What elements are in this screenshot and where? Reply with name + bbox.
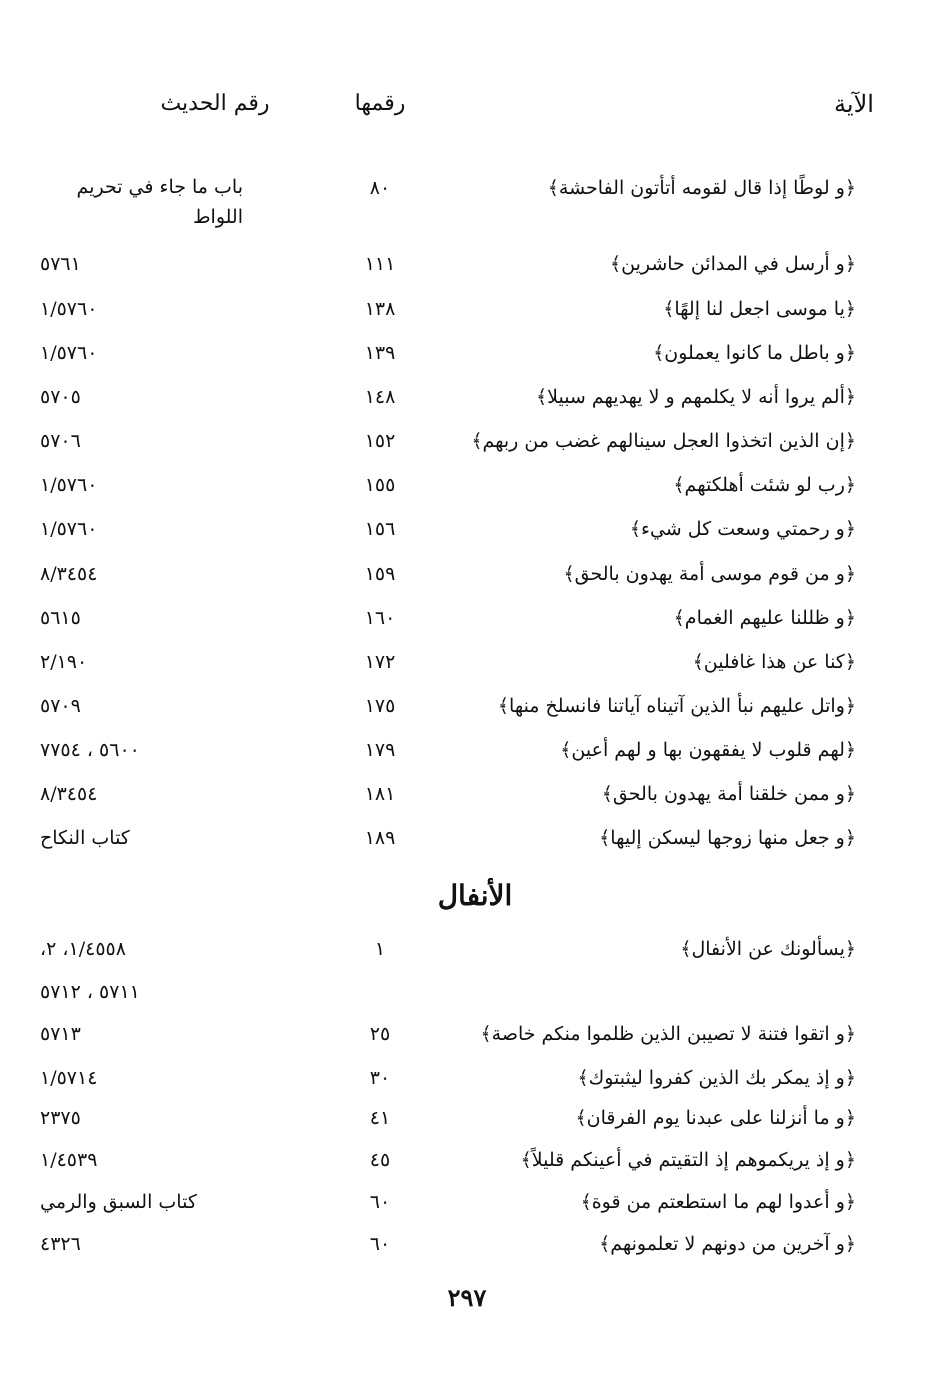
table-row — [0, 333, 934, 373]
verse-number-cell: ١٤٨ — [364, 386, 396, 408]
hadith-cell: ١/٥٧٦٠ — [40, 342, 98, 364]
verse-number-cell: ٨٠ — [369, 177, 391, 199]
table-row — [0, 421, 934, 461]
hadith-cell: ٥٧٦١ — [40, 253, 81, 275]
hadith-cell: كتاب السبق والرمي — [40, 1191, 197, 1213]
hadith-cell: كتاب النكاح — [40, 827, 130, 849]
verse-number-cell: ١٨٩ — [364, 827, 396, 849]
hadith-cell: ٢/١٩٠ — [40, 651, 88, 673]
verse-cell: ﴿إن الذين اتخذوا العجل سينالهم غضب من ربهم﴾ — [471, 430, 856, 452]
verse-number-cell: ٤٥ — [369, 1149, 391, 1171]
hadith-cell: ١/٥٧٦٠ — [40, 298, 98, 320]
table-row — [0, 1224, 934, 1264]
verse-cell: ﴿و ما أنزلنا على عبدنا يوم الفرقان﴾ — [575, 1107, 856, 1129]
verse-cell: ﴿و إذ يريكموهم إذ التقيتم في أعينكم قليلاً﴾ — [520, 1149, 856, 1171]
section-heading — [0, 876, 934, 916]
verse-number-cell: ١٦٠ — [364, 607, 396, 629]
page-number: ٢٩٧ — [447, 1283, 487, 1312]
verse-number-cell: ٦٠ — [369, 1191, 391, 1213]
verse-cell: ﴿و باطل ما كانوا يعملون﴾ — [653, 342, 856, 364]
hadith-cell: ١/٤٥٣٩ — [40, 1149, 98, 1171]
table-row — [0, 465, 934, 505]
hadith-cell: ١/٤٥٥٨، ٢، — [40, 938, 126, 960]
hadith-cell: ٤٣٢٦ — [40, 1233, 81, 1255]
table-row — [0, 554, 934, 594]
table-row — [0, 929, 934, 969]
verse-number-cell: ٤١ — [369, 1107, 391, 1129]
verse-cell: ﴿و أرسل في المدائن حاشرين﴾ — [609, 253, 856, 275]
verse-cell: ﴿و ظللنا عليهم الغمام﴾ — [673, 607, 856, 629]
table-row — [0, 168, 934, 228]
table-row — [0, 818, 934, 858]
verse-cell: ﴿و آخرين من دونهم لا تعلمونهم﴾ — [599, 1233, 856, 1255]
verse-cell: ﴿ألم يروا أنه لا يكلمهم و لا يهديهم سبيلا﴾ — [535, 386, 856, 408]
table-row — [0, 598, 934, 638]
verse-cell: ﴿و إذ يمكر بك الذين كفروا ليثبتوك﴾ — [577, 1067, 856, 1089]
verse-number-cell: ١٥٦ — [364, 518, 396, 540]
verse-number-cell: ١٧٥ — [364, 695, 396, 717]
verse-cell: ﴿و جعل منها زوجها ليسكن إليها﴾ — [599, 827, 856, 849]
verse-number-cell: ١١١ — [364, 253, 396, 275]
verse-cell: ﴿و ممن خلقنا أمة يهدون بالحق﴾ — [601, 783, 856, 805]
table-row — [0, 509, 934, 549]
verse-cell: ﴿يا موسى اجعل لنا إلهًا﴾ — [663, 298, 856, 320]
hadith-cell: ٥٧٠٦ — [40, 430, 81, 452]
hadith-cell: ٨/٣٤٥٤ — [40, 783, 98, 805]
hadith-cell: ١/٥٧١٤ — [40, 1067, 98, 1089]
header-hadith: رقم الحديث — [160, 91, 270, 116]
hadith-cell: ٥٧١٣ — [40, 1023, 81, 1045]
verse-cell: ﴿يسألونك عن الأنفال﴾ — [680, 938, 856, 960]
table-row — [0, 642, 934, 682]
verse-cell: ﴿واتل عليهم نبأ الذين آتيناه آياتنا فانسلخ منها﴾ — [497, 695, 856, 717]
header-number: رقمها — [354, 91, 406, 116]
verse-cell: ﴿لهم قلوب لا يفقهون بها و لهم أعين﴾ — [560, 739, 856, 761]
hadith-cell: ٥٦٠٠ ، ٧٧٥٤ — [40, 739, 140, 761]
verse-number-cell: ١٥٢ — [364, 430, 396, 452]
verse-number-cell: ٣٠ — [369, 1067, 391, 1089]
hadith-cell: ٥٦١٥ — [40, 607, 81, 629]
hadith-cell: ١/٥٧٦٠ — [40, 518, 98, 540]
table-row — [0, 686, 934, 726]
table-header — [0, 84, 934, 124]
verse-cell: ﴿و اتقوا فتنة لا تصيبن الذين ظلموا منكم خاصة﴾ — [480, 1023, 856, 1045]
hadith-cell: باب ما جاء في تحريم اللواط — [76, 176, 243, 228]
hadith-cell: ١/٥٧٦٠ — [40, 474, 98, 496]
verse-cell: ﴿و رحمتي وسعت كل شيء﴾ — [629, 518, 856, 540]
verse-cell: ﴿كنا عن هذا غافلين﴾ — [692, 651, 856, 673]
verse-number-cell: ١٥٩ — [364, 563, 396, 585]
verse-cell: ﴿و أعدوا لهم ما استطعتم من قوة﴾ — [580, 1191, 856, 1213]
hadith-cell: ٥٧٠٥ — [40, 386, 81, 408]
verse-number-cell: ١٣٩ — [364, 342, 396, 364]
table-row — [0, 244, 934, 284]
table-row — [0, 774, 934, 814]
section-title: الأنفال — [437, 879, 513, 912]
table-row — [0, 1098, 934, 1138]
table-row — [0, 1058, 934, 1098]
hadith-cell: ٢٣٧٥ — [40, 1107, 81, 1129]
verse-cell: ﴿و لوطًا إذا قال لقومه أتأتون الفاحشة﴾ — [547, 177, 856, 199]
verse-number-cell: ١ — [374, 938, 386, 960]
table-row — [0, 289, 934, 329]
verse-number-cell: ١٧٢ — [364, 651, 396, 673]
table-row — [0, 972, 934, 1012]
verse-number-cell: ١٧٩ — [364, 739, 396, 761]
verse-number-cell: ١٣٨ — [364, 298, 396, 320]
hadith-cell: ٨/٣٤٥٤ — [40, 563, 98, 585]
table-row — [0, 1182, 934, 1222]
verse-number-cell — [315, 972, 445, 1012]
hadith-cell: ٥٧١١ ، ٥٧١٢ — [40, 981, 140, 1003]
verse-number-cell: ٢٥ — [369, 1023, 391, 1045]
verse-number-cell: ٦٠ — [369, 1233, 391, 1255]
table-row — [0, 377, 934, 417]
hadith-cell: ٥٧٠٩ — [40, 695, 81, 717]
header-verse: الآية — [834, 90, 874, 118]
verse-cell: ﴿و من قوم موسى أمة يهدون بالحق﴾ — [563, 563, 856, 585]
verse-number-cell: ١٥٥ — [364, 474, 396, 496]
table-row — [0, 730, 934, 770]
verse-number-cell: ١٨١ — [364, 783, 396, 805]
table-row — [0, 1140, 934, 1180]
verse-cell: ﴿رب لو شئت أهلكتهم﴾ — [673, 474, 856, 496]
table-row — [0, 1014, 934, 1054]
